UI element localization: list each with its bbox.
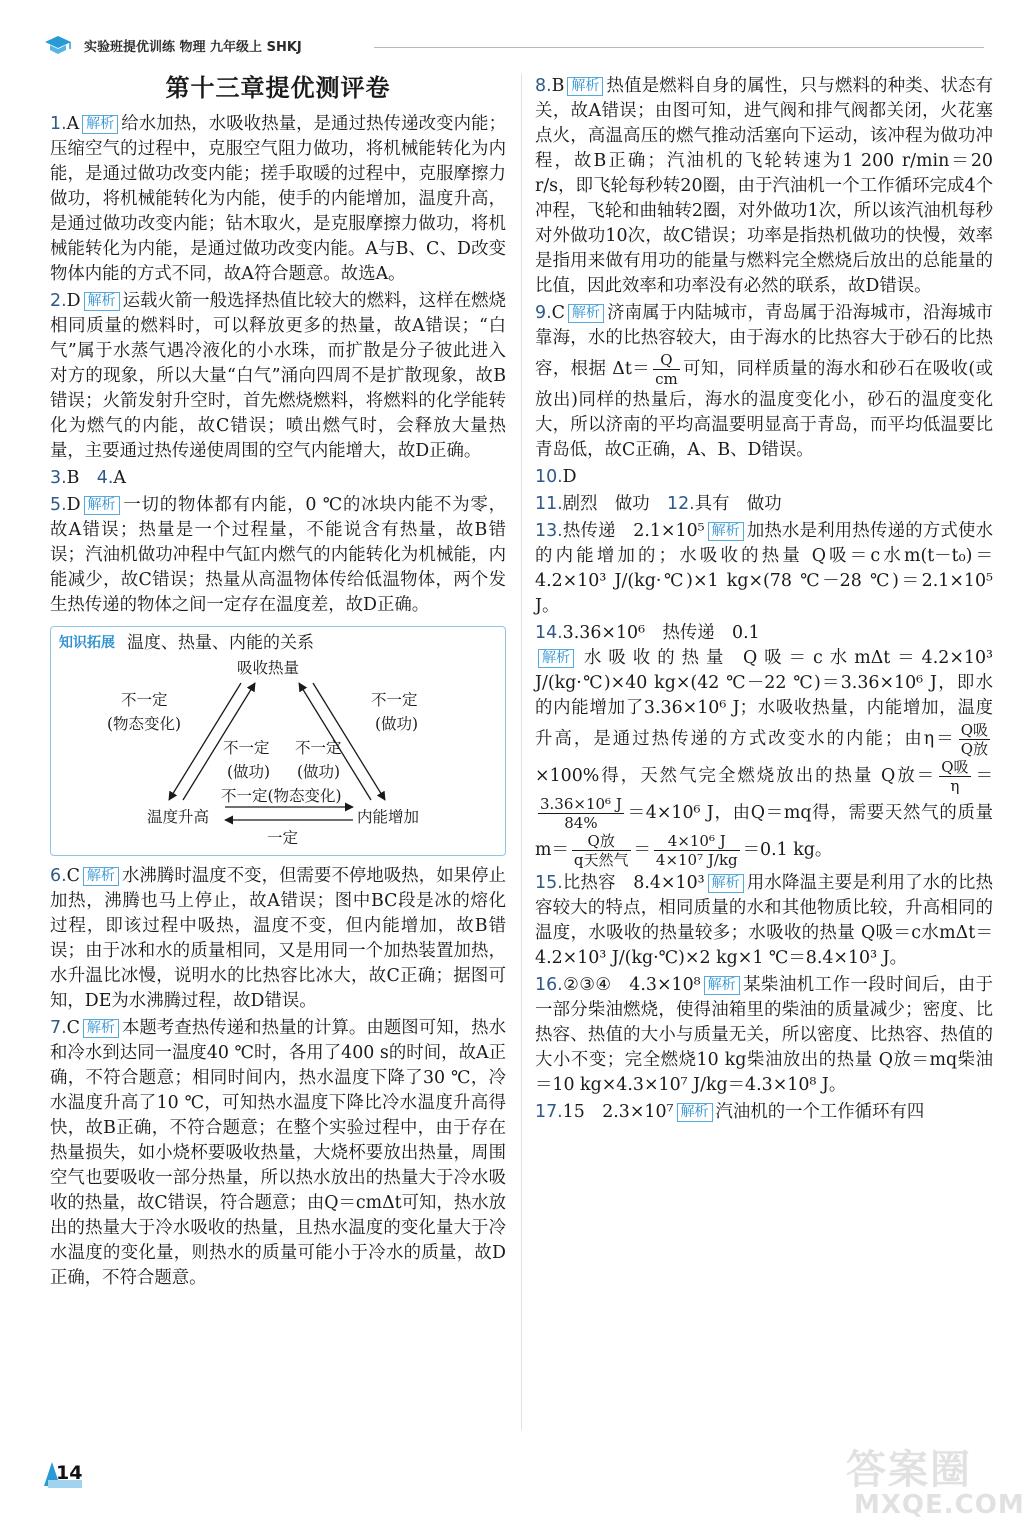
analysis-tag: 解析 bbox=[677, 1103, 713, 1122]
item-analysis: 本题考查热传递和热量的计算。由题图可知，热水和冷水到达同一温度40 ℃时，各用了400 s的时间，故A正确，不符合题意；相同时间内，热水温度下降了30 ℃，冷水温度升高了10 ℃，可知热水温度下降比冷水温度升高得快，故B正确，不符合题意；在整个实验过程中，由于存在热量损失，如小烧杯要吸收热量，大烧杯要放出热量，周围空气也要吸收一部分热量，所以热水放出的热量大于冷水吸收的热量，故C错误，符合题意；由Q＝cmΔt可知，热水放出的热量大于冷水吸收的热量，且热水温度的变化量大于冷水温度的变化量，则热水的质量可能小于冷水的质量，故D正确，不符合题意。 bbox=[50, 1018, 506, 1288]
watermark-url: MXQE.COM bbox=[854, 1490, 1025, 1520]
column-divider bbox=[521, 74, 522, 1430]
answer-item-5 bbox=[50, 493, 506, 618]
fraction-qabs-over-qrel: Q吸 Q放 bbox=[960, 721, 988, 758]
item-analysis-part-a: 水吸收的热量 Q吸＝c水mΔt＝4.2×10³ J/(kg·℃)×40 kg×(42 ℃－22 ℃)＝3.36×10⁶ J，即水的内能增加了3.36×10⁶ J；水吸收热量，内能增加，温度升高，是通过热传递的方式改变水的内能；由η＝ bbox=[535, 648, 993, 749]
left-edge-label-1: 不一定 bbox=[121, 691, 168, 709]
item-number: 13. bbox=[535, 521, 563, 541]
item-answer: D bbox=[66, 291, 81, 311]
analysis-tag: 解析 bbox=[708, 874, 744, 893]
analysis-tag: 解析 bbox=[84, 292, 120, 311]
item-analysis: 水沸腾时温度不变，但需要不停地吸热，如果停止加热，沸腾也马上停止，故A错误；图中BC段是冰的熔化过程，即该过程中吸热，温度不变，但内能增加，故B错误；由于冰和水的质量相同，又是用同一个加热装置加热，水升温比冰慢，说明水的比热容比冰大，故C正确；据图可知，DE为水沸腾过程，故D错误。 bbox=[50, 866, 506, 1011]
item-analysis: 加热水是利用热传递的方式使水的内能增加的；水吸收的热量 Q吸＝c水m(t－t₀)＝4.2×10³ J/(kg·℃)×1 kg×(78 ℃－28 ℃)＝2.1×10⁵ J。 bbox=[535, 521, 993, 616]
item-number: 14. bbox=[535, 623, 563, 643]
item-analysis-part-b: 可知，同样质量的海水和砂石在吸收(或放出)同样的热量后，海水的温度变化小，砂石的温度变化大，所以济南的平均高温要明显高于青岛，而平均低温要比青岛低，故C正确，A、B、D错误。 bbox=[535, 359, 993, 460]
fraction-qabs-over-eta: Q吸 η bbox=[941, 758, 969, 795]
answer-item-3-4 bbox=[50, 466, 506, 491]
bottom-upper-label: 不一定(物态变化) bbox=[221, 787, 342, 805]
item-number: 4. bbox=[96, 468, 114, 488]
analysis-tag: 解析 bbox=[567, 77, 603, 96]
item-number: 10. bbox=[535, 467, 563, 487]
answer-item-9 bbox=[535, 301, 993, 463]
item-answer: B bbox=[551, 76, 565, 96]
bottom-lower-label: 一定 bbox=[267, 829, 299, 847]
item-analysis: 运载火箭一般选择热值比较大的燃料，这样在燃烧相同质量的燃料时，可以释放更多的热量，故A错误；“白气”属于水蒸气遇冷液化的小水珠，而扩散是分子彼此进入对方的现象，所以大量“白气”涌向四周不是扩散现象，故B错误；火箭发射升空时，首先燃烧燃料，将燃料的化学能转化为燃气的内能，故C错误；喷出燃气时，会释放大量热量，主要通过热传递使周围的空气内能增大，故D正确。 bbox=[50, 291, 506, 461]
answer-item-8 bbox=[535, 74, 993, 299]
right-column bbox=[535, 74, 993, 1125]
analysis-tag: 解析 bbox=[84, 496, 120, 515]
item-answer: D bbox=[66, 495, 81, 515]
item-answer: 剧烈 做功 bbox=[562, 494, 650, 514]
item-answer: C bbox=[551, 303, 565, 323]
item-number: 5. bbox=[50, 495, 67, 515]
item-answer: 热传递 2.1×10⁵ bbox=[562, 521, 705, 541]
node-temperature-rise: 温度升高 bbox=[147, 808, 210, 826]
knowledge-extension-title: 温度、热量、内能的关系 bbox=[127, 633, 314, 653]
item-analysis: 汽油机的一个工作循环有四 bbox=[715, 1102, 925, 1122]
item-answer: 具有 做功 bbox=[694, 494, 782, 514]
item-number: 2. bbox=[50, 291, 67, 311]
watermark bbox=[846, 1438, 1025, 1528]
fraction-heat-over-efficiency: $\frac{\text{3.36×10⁶ J}}{84\%}$ bbox=[540, 795, 622, 832]
fraction-heat-over-heating-value: $\frac{\text{4×10⁶ J}}{\text{4×10⁷ J/kg}}$ bbox=[655, 832, 738, 869]
left-column bbox=[50, 70, 506, 1291]
item-answer: C bbox=[66, 1018, 80, 1038]
item-number: 6. bbox=[50, 866, 67, 886]
inner-left-label-1: 不一定 bbox=[223, 739, 270, 757]
answer-item-10 bbox=[535, 465, 993, 490]
inner-right-label-2: (做功) bbox=[297, 763, 341, 781]
item-number: 11. bbox=[535, 494, 563, 514]
header-rule bbox=[374, 47, 984, 48]
answer-item-1 bbox=[50, 112, 506, 287]
analysis-tag: 解析 bbox=[538, 649, 574, 668]
item-analysis: 用水降温主要是利用了水的比热容较大的特点，相同质量的水和其他物质比较，升高相同的温度，水吸收的热量较多；水吸收的热量 Q吸＝c水mΔt＝4.2×10³ J/(kg·℃)×2 kg×1 ℃＝8.4×10³ J。 bbox=[535, 873, 993, 968]
item-answer: A bbox=[113, 468, 126, 488]
item-number: 9. bbox=[535, 303, 552, 323]
answer-item-15 bbox=[535, 871, 993, 971]
item-analysis-part-c: ＝4×10⁶ J，由Q＝mq得，需要天然气的质量 m＝ bbox=[535, 803, 993, 860]
analysis-tag: 解析 bbox=[83, 867, 119, 886]
book-logo-icon bbox=[44, 34, 72, 56]
item-analysis: 热值是燃料自身的属性，只与燃料的种类、状态有关，故A错误；由图可知，进气阀和排气阀都关闭，火花塞点火，高温高压的燃气推动活塞向下运动，该冲程为做功冲程，故B正确；汽油机的飞轮转速为1 200 r/min＝20 r/s，即飞轮每秒转20圈，由于汽油机一个工作循环完成4个冲程，飞轮和曲轴转2圈，对外做功1次，所以该汽油机每秒对外做功10次，故C错误；功率是指热机做功的快慢，效率是指用来做有用功的能量与燃料完全燃烧后放出的总能量的比值，因此效率和功率没有必然的联系，故D错误。 bbox=[535, 76, 993, 296]
answer-item-13 bbox=[535, 519, 993, 619]
item-analysis: 一切的物体都有内能，0 ℃的冰块内能不为零，故A错误；热量是一个过程量，不能说含有热量，故B错误；汽油机做功冲程中气缸内燃气的内能转化为机械能，内能减少，故C错误；热量从高温物体传给低温物体，两个发生热传递的物体之间一定存在温度差，故D正确。 bbox=[50, 495, 506, 615]
item-answer: 比热容 8.4×10³ bbox=[562, 873, 705, 893]
item-answer: D bbox=[562, 467, 577, 487]
answer-item-2 bbox=[50, 289, 506, 464]
analysis-tag: 解析 bbox=[708, 522, 744, 541]
item-number: 3. bbox=[50, 468, 67, 488]
item-number: 7. bbox=[50, 1018, 67, 1038]
answer-item-7 bbox=[50, 1016, 506, 1291]
item-number: 1. bbox=[50, 114, 67, 134]
fraction-q-over-cm: $\frac{Q}{cm}$ bbox=[655, 351, 678, 388]
watermark-main: 答案圈 bbox=[846, 1447, 972, 1493]
item-number: 15. bbox=[535, 873, 563, 893]
item-answer: ②③④ 4.3×10⁸ bbox=[562, 975, 701, 995]
temperature-heat-energy-diagram bbox=[51, 627, 505, 853]
right-edge-label-2: (做功) bbox=[375, 715, 419, 733]
item-number: 17. bbox=[535, 1102, 563, 1122]
answer-item-16 bbox=[535, 973, 993, 1098]
analysis-tag: 解析 bbox=[704, 976, 740, 995]
answer-item-6 bbox=[50, 864, 506, 1014]
item-analysis-part-d: ＝0.1 kg。 bbox=[742, 840, 833, 860]
analysis-tag: 解析 bbox=[568, 304, 604, 323]
node-absorb-heat: 吸收热量 bbox=[237, 659, 300, 677]
item-number: 12. bbox=[667, 494, 695, 514]
item-number: 16. bbox=[535, 975, 563, 995]
item-answer: C bbox=[66, 866, 80, 886]
analysis-tag: 解析 bbox=[82, 115, 118, 134]
analysis-tag: 解析 bbox=[83, 1019, 119, 1038]
page-number-badge bbox=[44, 1456, 84, 1492]
inner-left-label-2: (做功) bbox=[227, 763, 271, 781]
item-number: 8. bbox=[535, 76, 552, 96]
answer-item-14: 14.3.36×10⁶ 热传递 0.1 解析 水吸收的热量 Q吸＝c水mΔt＝4.2×10³ J/(kg·℃)×40 kg×(42 ℃－22 ℃)＝3.36×10⁶ J，即水的内能增加了3.36×10⁶ J；水吸收热量，内能增加，温度升高，是通过热传递的方式改变水的内能；由η＝ Q吸 Q放 ×100%得，天然气完全燃烧放出的热量 Q放＝ Q吸 η ＝ $\frac{\text{3.36×10⁶ J}}{84\%}$ ＝4×10⁶ J，由Q＝mq得，需要天然气的质量 m＝ Q放 q天然气 ＝ $\frac{\text{4×10⁶ J}}{\text{4×10⁷ J/kg}}$ ＝0.1 kg。 bbox=[535, 623, 993, 869]
fraction-qrel-over-q: Q放 q天然气 bbox=[573, 832, 629, 869]
knowledge-extension-box bbox=[50, 626, 506, 856]
item-analysis: 某柴油机工作一段时间后，由于一部分柴油燃烧，使得油箱里的柴油的质量减少；密度、比热容、热值的大小与质量无关，所以密度、比热容、热值的大小不变；完全燃烧10 kg柴油放出的热量 Q放＝mq柴油＝10 kg×4.3×10⁷ J/kg＝4.3×10⁸ J。 bbox=[535, 975, 993, 1095]
item-answer: 15 2.3×10⁷ bbox=[562, 1102, 674, 1122]
answer-item-11-12 bbox=[535, 492, 993, 517]
item-answer: 3.36×10⁶ 热传递 0.1 bbox=[562, 623, 760, 643]
page-header bbox=[44, 30, 984, 60]
item-answer: B bbox=[66, 468, 80, 488]
item-analysis: 给水加热，水吸收热量，是通过热传递改变内能；压缩空气的过程中，克服空气阻力做功，将机械能转化为内能，是通过做功改变内能；搓手取暖的过程中，克服摩擦力做功，将机械能转化为内能，使手的内能增加，温度升高，是通过做功改变内能；钻木取火，是克服摩擦力做功，将机械能转化为内能，是通过做功改变内能。A与B、C、D改变物体内能的方式不同，故A符合题意。故选A。 bbox=[50, 114, 506, 284]
right-edge-label-1: 不一定 bbox=[371, 691, 418, 709]
inner-right-label-1: 不一定 bbox=[295, 739, 342, 757]
knowledge-extension-label: 知识拓展 bbox=[59, 635, 115, 651]
answer-item-17 bbox=[535, 1100, 993, 1125]
book-title: 实验班提优训练 物理 九年级上 SHKJ bbox=[84, 40, 302, 55]
chapter-title: 第十三章提优测评卷 bbox=[165, 74, 391, 102]
node-internal-energy-increase: 内能增加 bbox=[357, 808, 420, 826]
item-answer: A bbox=[66, 114, 80, 134]
left-edge-label-2: (物态变化) bbox=[107, 715, 182, 733]
page-number: 14 bbox=[56, 1462, 83, 1484]
item-analysis-part-b: ×100%得，天然气完全燃烧放出的热量 Q放＝ bbox=[535, 766, 937, 786]
item-analysis-part-a: 济南属于内陆城市，青岛属于沿海城市，沿海城市靠海，水的比热容较大，由于海水的比热容大于砂石的比热容，根据 Δt＝ bbox=[535, 303, 993, 379]
